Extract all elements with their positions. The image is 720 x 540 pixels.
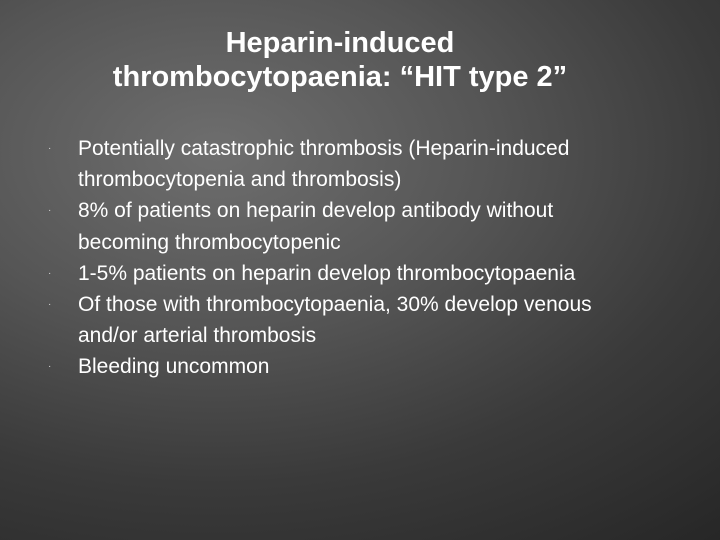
bullet-text: 1-5% patients on heparin develop thrombocytopaenia — [78, 261, 576, 285]
bullet-text: Bleeding uncommon — [78, 355, 270, 379]
bullet-dot-icon: · — [48, 361, 52, 373]
bullet-item — [48, 195, 608, 257]
bullet-item — [48, 258, 608, 289]
bullet-dot-icon: · — [48, 205, 52, 217]
bullet-dot-icon: · — [48, 143, 52, 154]
bullet-item — [48, 133, 608, 195]
slide-title-line-1: Heparin-induced — [225, 27, 455, 59]
bullet-list — [48, 133, 608, 383]
bullet-item — [48, 289, 608, 351]
bullet-text: Potentially catastrophic thrombosis (Heparin-induced thrombocytopenia and thrombosis) — [78, 137, 570, 192]
bullet-dot-icon: · — [48, 267, 52, 279]
bullet-text: 8% of patients on heparin develop antibody without becoming thrombocytopenic — [78, 199, 554, 254]
bullet-dot-icon: · — [48, 299, 52, 311]
bullet-item — [48, 351, 608, 382]
slide-title-line-2: thrombocytopaenia: “HIT type 2” — [112, 61, 568, 93]
slide-title — [30, 26, 650, 94]
bullet-text: Of those with thrombocytopaenia, 30% develop venous and/or arterial thrombosis — [78, 293, 592, 348]
